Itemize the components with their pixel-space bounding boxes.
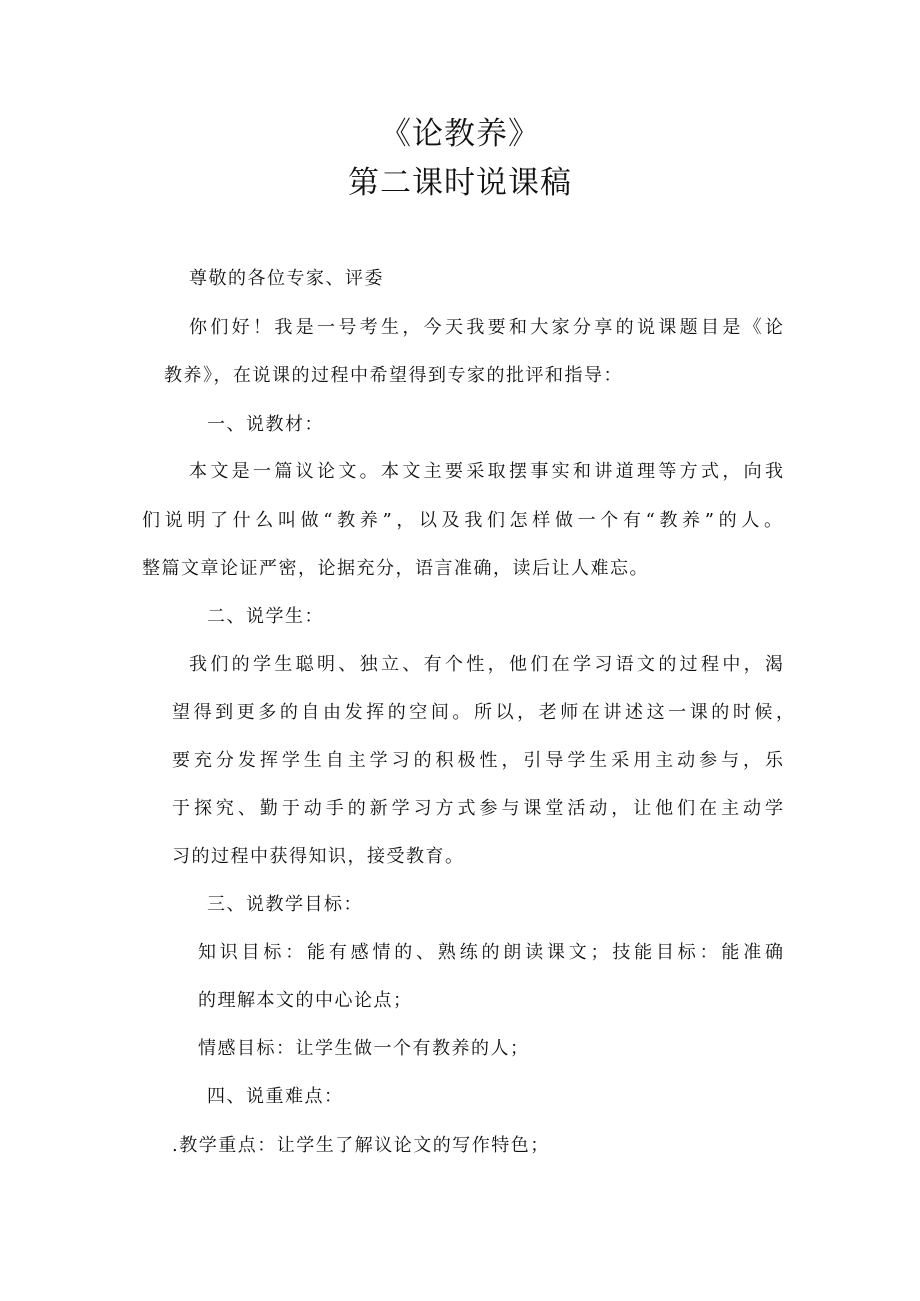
students-line-5: 习的过程中获得知识，接受教育。 bbox=[172, 846, 465, 867]
greeting-line: 尊敬的各位专家、评委 bbox=[189, 268, 384, 289]
textbook-line-3: 整篇文章论证严密，论据充分，语言准确，读后让人难忘。 bbox=[142, 558, 649, 579]
section-heading-textbook: 一、说教材： bbox=[207, 414, 324, 435]
intro-line-2: 教养》，在说课的过程中希望得到专家的批评和指导： bbox=[164, 365, 623, 386]
document-subtitle: 第二课时说课稿 bbox=[348, 165, 572, 201]
goals-line-1: 知识目标：能有感情的、熟练的朗读课文；技能目标：能准确 bbox=[198, 942, 783, 963]
goals-line-3: 情感目标：让学生做一个有教养的人； bbox=[198, 1038, 530, 1059]
section-heading-goals: 三、说教学目标： bbox=[207, 894, 363, 915]
students-line-3: 要充分发挥学生自主学习的积极性，引导学生采用主动参与，乐 bbox=[172, 750, 783, 771]
intro-line-1: 你们好！我是一号考生，今天我要和大家分享的说课题目是《论 bbox=[189, 317, 783, 338]
textbook-line-2: 们说明了什么叫做“教养”，以及我们怎样做一个有“教养”的人。 bbox=[142, 510, 782, 531]
students-line-1: 我们的学生聪明、独立、有个性，他们在学习语文的过程中，渴 bbox=[189, 654, 783, 675]
section-heading-keypoints: 四、说重难点： bbox=[207, 1086, 344, 1107]
goals-line-2: 的理解本文的中心论点； bbox=[198, 990, 413, 1011]
keypoints-line-1: .教学重点：让学生了解议论文的写作特色； bbox=[172, 1135, 550, 1156]
section-heading-students: 二、说学生： bbox=[207, 606, 324, 627]
students-line-4: 于探究、勤于动手的新学习方式参与课堂活动，让他们在主动学 bbox=[172, 798, 783, 819]
document-title: 《论教养》 bbox=[380, 116, 540, 152]
students-line-2: 望得到更多的自由发挥的空间。所以，老师在讲述这一课的时候， bbox=[172, 702, 794, 723]
textbook-line-1: 本文是一篇议论文。本文主要采取摆事实和讲道理等方式，向我 bbox=[189, 461, 783, 482]
